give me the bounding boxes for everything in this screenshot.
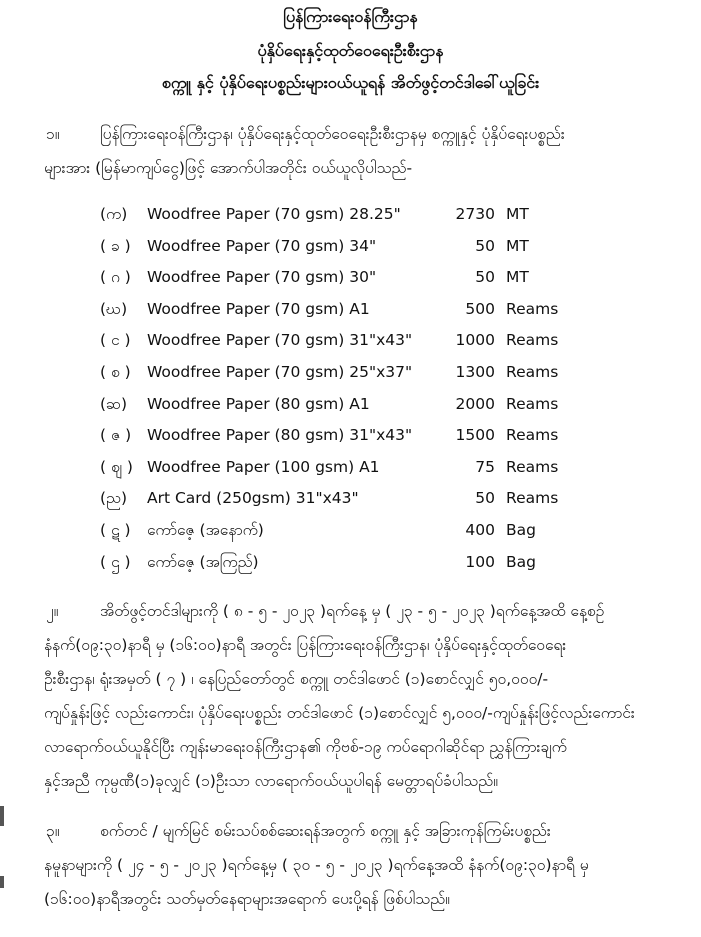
item-mark: ( ဇ ) (100, 426, 132, 445)
item-quantity: 50 (475, 489, 495, 508)
list-item (0, 388, 701, 420)
item-description: Woodfree Paper (70 gsm) A1 (147, 299, 370, 318)
item-quantity: 2000 (455, 394, 495, 413)
list-item (0, 324, 701, 356)
section2-line2: နံနက်(၀၉:၃၀)နာရီ မှ (၁၆:၀၀)နာရီ အတွင်း ပြန်ကြားရေးဝန်ကြီးဌာန၊ ပုံနှိပ်ရေးနှင့်ထုတ်ဝေရေး (44, 636, 567, 654)
scan-edge-mark (0, 806, 4, 826)
item-mark: (ဃ) (100, 299, 128, 318)
item-unit: Reams (506, 394, 559, 413)
item-unit: Reams (506, 331, 559, 350)
list-item (0, 293, 701, 325)
list-item (0, 198, 701, 230)
item-mark: (ဆ) (100, 394, 128, 413)
item-quantity: 1000 (455, 331, 495, 350)
item-quantity: 75 (475, 457, 495, 476)
item-mark: ( ခ ) (100, 236, 131, 255)
item-quantity: 100 (465, 552, 495, 571)
item-mark: ( ဈ ) (100, 457, 133, 476)
section2-number: ၂။ (46, 602, 59, 620)
list-item (0, 482, 701, 514)
item-mark: ( ဌ ) (100, 552, 131, 571)
item-description: Woodfree Paper (70 gsm) 25"x37" (147, 363, 413, 381)
section3-line3: (၁၆:၀၀)နာရီအတွင်း သတ်မှတ်နေရာများအရောက် ပေးပို့ရန် ဖြစ်ပါသည်။ (44, 890, 450, 908)
section3-line1: စက်တင် / မျက်မြင် စမ်းသပ်စစ်ဆေးရန်အတွက် စက္ကူ နှင့် အခြားကုန်ကြမ်းပစ္စည်း (100, 822, 551, 840)
list-item (0, 419, 701, 451)
section1-line1: ပြန်ကြားရေးဝန်ကြီးဌာန၊ ပုံနှိပ်ရေးနှင့်ထုတ်ဝေရေးဦးစီးဌာနမှ စက္ကူနှင့် ပုံနှိပ်ရေးပစ္စည်း (100, 125, 565, 143)
item-description: Woodfree Paper (70 gsm) 34" (147, 236, 377, 255)
ministry-title: ပြန်ကြားရေးဝန်ကြီးဌာန (283, 7, 418, 26)
item-unit: Bag (506, 552, 536, 571)
section2-line6: နှင့်အညီ ကုမ္ပဏီ(၁)ခုလျှင် (၁)ဦးသာ လာရောက်ဝယ်ယူပါရန် မေတ္တာရပ်ခံပါသည်။ (44, 772, 498, 790)
section2-line1: အိတ်ဖွင့်တင်ဒါများကို ( ၈ - ၅ - ၂၀၂၃ )ရက်နေ့ မှ ( ၂၃ - ၅ - ၂၀၂၃ )ရက်နေ့အထိ နေ့စဉ် (100, 602, 605, 620)
item-unit: MT (506, 205, 529, 223)
item-mark: ( စ ) (100, 363, 131, 381)
item-mark: (ည) (100, 489, 128, 508)
department-title: ပုံနှိပ်ရေးနှင့်ထုတ်ဝေရေးဦးစီးဌာန (257, 41, 444, 60)
item-description: ကော်ဇေ့ (အကြည်) (147, 552, 259, 571)
item-unit: Reams (506, 299, 559, 318)
item-description: ကော်ဇေ့ (အနောက်) (147, 521, 264, 539)
section2-line5: လာရောက်ဝယ်ယူနိုင်ပြီး ကျန်းမာရေးဝန်ကြီးဌာန၏ ကိုဗစ်-၁၉ ကပ်ရောဂါဆိုင်ရာ ညွှန်ကြားချက် (44, 738, 567, 756)
tender-title: စက္ကူ နှင့် ပုံနှိပ်ရေးပစ္စည်းများဝယ်ယူရန် အိတ်ဖွင့်တင်ဒါခေါ်ယူခြင်း (161, 73, 540, 92)
item-unit: Reams (506, 363, 559, 381)
item-description: Woodfree Paper (70 gsm) 31"x43" (147, 331, 413, 350)
item-mark: ( င ) (100, 331, 131, 350)
item-description: Art Card (250gsm) 31"x43" (147, 489, 359, 508)
item-quantity: 2730 (455, 205, 495, 223)
item-quantity: 1500 (455, 426, 495, 445)
item-mark: (က) (100, 205, 128, 223)
item-unit: Reams (506, 457, 559, 476)
section1-line2: များအား (မြန်မာကျပ်ငွေ)ဖြင့် အောက်ပါအတိုင်း ဝယ်ယူလိုပါသည်- (44, 159, 413, 177)
item-quantity: 50 (475, 236, 495, 255)
item-unit: MT (506, 236, 529, 255)
item-description: Woodfree Paper (80 gsm) 31"x43" (147, 426, 413, 445)
section2-line4: ကျပ်နှုန်းဖြင့် လည်းကောင်း၊ ပုံနှိပ်ရေးပစ္စည်း တင်ဒါဖောင် (၁)စောင်လျှင် ၅,၀၀၀/-ကျပ်နှုန်းဖြင့်လည်းကောင်း (44, 704, 635, 722)
item-description: Woodfree Paper (80 gsm) A1 (147, 394, 370, 413)
section2-line3: ဦးစီးဌာန၊ ရုံးအမှတ် ( ၇ ) ၊ နေပြည်တော်တွင် စက္ကူ တင်ဒါဖောင် (၁)စောင်လျှင် ၅၀,၀၀၀/- (44, 670, 549, 688)
item-description: Woodfree Paper (100 gsm) A1 (147, 457, 380, 476)
list-item (0, 546, 701, 578)
item-description: Woodfree Paper (70 gsm) 28.25" (147, 205, 401, 223)
list-item (0, 261, 701, 293)
item-unit: MT (506, 268, 529, 287)
section1-number: ၁။ (46, 125, 60, 143)
list-item (0, 514, 701, 546)
section3-number: ၃။ (46, 822, 60, 840)
list-item (0, 230, 701, 262)
item-unit: Reams (506, 426, 559, 445)
item-quantity: 500 (465, 299, 495, 318)
item-quantity: 50 (475, 268, 495, 287)
list-item (0, 451, 701, 483)
item-description: Woodfree Paper (70 gsm) 30" (147, 268, 377, 287)
item-quantity: 1300 (455, 363, 495, 381)
item-mark: ( ဂ ) (100, 268, 131, 287)
list-item (0, 356, 701, 388)
item-quantity: 400 (465, 521, 495, 539)
scan-edge-mark (0, 876, 4, 888)
section3-line2: နမူနာများကို ( ၂၄ - ၅ - ၂၀၂၃ )ရက်နေ့မှ ( ၃၀ - ၅ - ၂၀၂၃ )ရက်နေ့အထိ နံနက်(၀၉:၃၀)နာရီ မှ (44, 856, 589, 874)
item-unit: Reams (506, 489, 559, 508)
item-mark: ( ဋ ) (100, 521, 131, 539)
item-unit: Bag (506, 521, 536, 539)
